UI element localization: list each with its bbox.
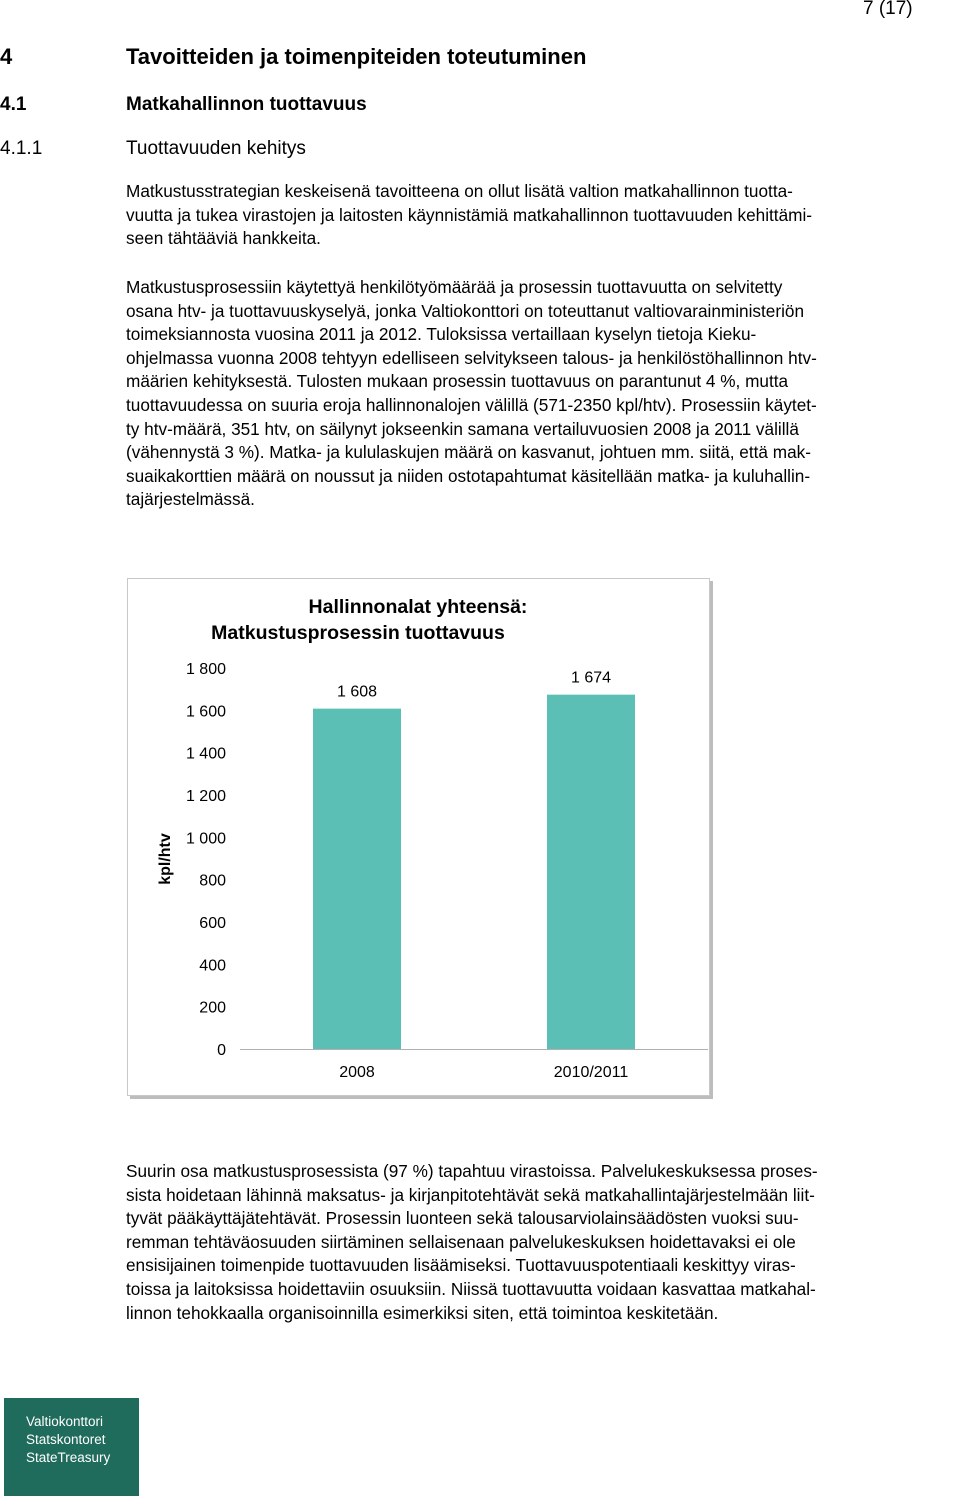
chart-title-line-2: Matkustusprosessin tuottavuus [211, 622, 505, 644]
y-axis-label: kpl/htv [157, 833, 174, 885]
paragraph-line: remman tehtäväosuuden siirtäminen sellaisenaan palvelukeskuksen hoidettavaksi ei ole [126, 1231, 796, 1252]
y-tick-label: 0 [217, 1042, 226, 1059]
paragraph-line: Matkustusstrategian keskeisenä tavoitteena on ollut lisätä valtion matkahallinnon tuotta- [126, 181, 793, 201]
heading-3-number: 4.1.1 [0, 138, 43, 159]
heading-3-text: Tuottavuuden kehitys [126, 138, 306, 159]
paragraph-line: sista hoidetaan lähinnä maksatus- ja kirjanpitotehtävät sekä matkahallintajärjestelmään liit- [126, 1184, 815, 1205]
paragraph-line: ohjelmassa vuonna 2008 tehtyyn edelliseen selvitykseen talous- ja henkilöstöhallinnon htv- [126, 347, 817, 368]
valtiokonttori-logo [4, 1398, 139, 1496]
bar-chart [128, 579, 709, 1095]
y-tick-label: 800 [199, 872, 226, 890]
logo-line-fi: Valtiokonttori [26, 1414, 104, 1429]
x-tick-label: 2008 [339, 1064, 375, 1081]
paragraph-line: ty htv-määrä, 351 htv, on säilynyt jokseenkin samana vertailuvuosien 2008 ja 2011 välillä [126, 418, 799, 439]
y-tick-label: 1 000 [185, 830, 226, 848]
bar-2008 [313, 709, 401, 1049]
paragraph-line: tajärjestelmässä. [126, 489, 255, 510]
bar-value-label: 1 608 [336, 683, 378, 701]
chart-container [127, 578, 710, 1096]
paragraph-line: Matkustusprosessiin käytettyä henkilötyömäärää ja prosessin tuottavuutta on selvitetty [126, 277, 783, 297]
logo-line-sv: Statskontoret [26, 1432, 106, 1447]
paragraph-line: seen tähtääviä hankkeita. [126, 228, 321, 249]
y-tick-label: 400 [199, 957, 226, 975]
heading-1-number: 4 [0, 44, 13, 69]
paragraph-line: linnon tehokkaalla organisoinnilla esimerkiksi siten, että toimintoa keskitetään. [126, 1302, 719, 1323]
y-tick-label: 1 200 [185, 788, 226, 805]
bar-2010-2011 [547, 695, 635, 1049]
paragraph-line: tyvät pääkäyttäjätehtävät. Prosessin luonteen sekä talousarviolainsäädösten vuoksi suu- [126, 1208, 799, 1229]
paragraph-intro [126, 180, 956, 251]
heading-2-text: Matkahallinnon tuottavuus [126, 94, 367, 115]
paragraph-line: tuottavuudessa on suuria eroja hallinnonalojen välillä (571-2350 kpl/htv). Prosessiin käytet- [126, 394, 817, 415]
paragraph-line: Suurin osa matkustusprosessista (97 %) tapahtuu virastoissa. Palvelukeskuksessa proses- [126, 1161, 818, 1181]
paragraph-line: ensisijainen toimenpide tuottavuuden lisäämiseksi. Tuottavuuspotentiaali keskittyy viras- [126, 1255, 796, 1276]
page-number: 7 (17) [863, 0, 913, 19]
paragraph-line: suaikakorttien määrä on noussut ja niiden ostotapahtumat käsitellään matka- ja kuluhallin- [126, 465, 811, 486]
paragraph-line: osana htv- ja tuottavuuskyselyä, jonka Valtiokonttori on toteuttanut valtiovarainministeriön [126, 300, 805, 321]
paragraph-line: toimeksiannosta vuosina 2011 ja 2012. Tuloksissa vertaillaan kyselyn tietoja Kieku- [126, 324, 757, 345]
y-tick-label: 1 800 [185, 661, 226, 678]
paragraph-line: määrien kehityksestä. Tulosten mukaan prosessin tuottavuus on parantunut 4 %, mutta [126, 371, 789, 392]
paragraph-line: vuutta ja tukea virastojen ja laitosten käynnistämiä matkahallinnon tuottavuuden kehittämi- [126, 204, 812, 225]
paragraph-survey [126, 276, 956, 512]
bar-value-label: 1 674 [570, 669, 612, 687]
y-tick-label: 600 [199, 915, 226, 932]
y-tick-label: 1 400 [185, 745, 226, 763]
paragraph-processes [126, 1160, 956, 1325]
heading-2-number: 4.1 [0, 94, 27, 115]
y-tick-label: 200 [199, 999, 226, 1017]
logo-line-en: StateTreasury [26, 1450, 111, 1465]
chart-title-line-1: Hallinnonalat yhteensä: [308, 596, 528, 618]
y-tick-label: 1 600 [185, 703, 226, 721]
heading-1-text: Tavoitteiden ja toimenpiteiden toteutuminen [126, 44, 587, 69]
paragraph-line: (vähennystä 3 %). Matka- ja kululaskujen määrä on kasvanut, johtuen mm. siitä, että mak- [126, 442, 811, 463]
paragraph-line: toissa ja laitoksissa hoidettaviin osuuksiin. Niissä tuottavuutta voidaan kasvattaa matkahal- [126, 1278, 816, 1299]
x-tick-label: 2010/2011 [553, 1064, 629, 1081]
